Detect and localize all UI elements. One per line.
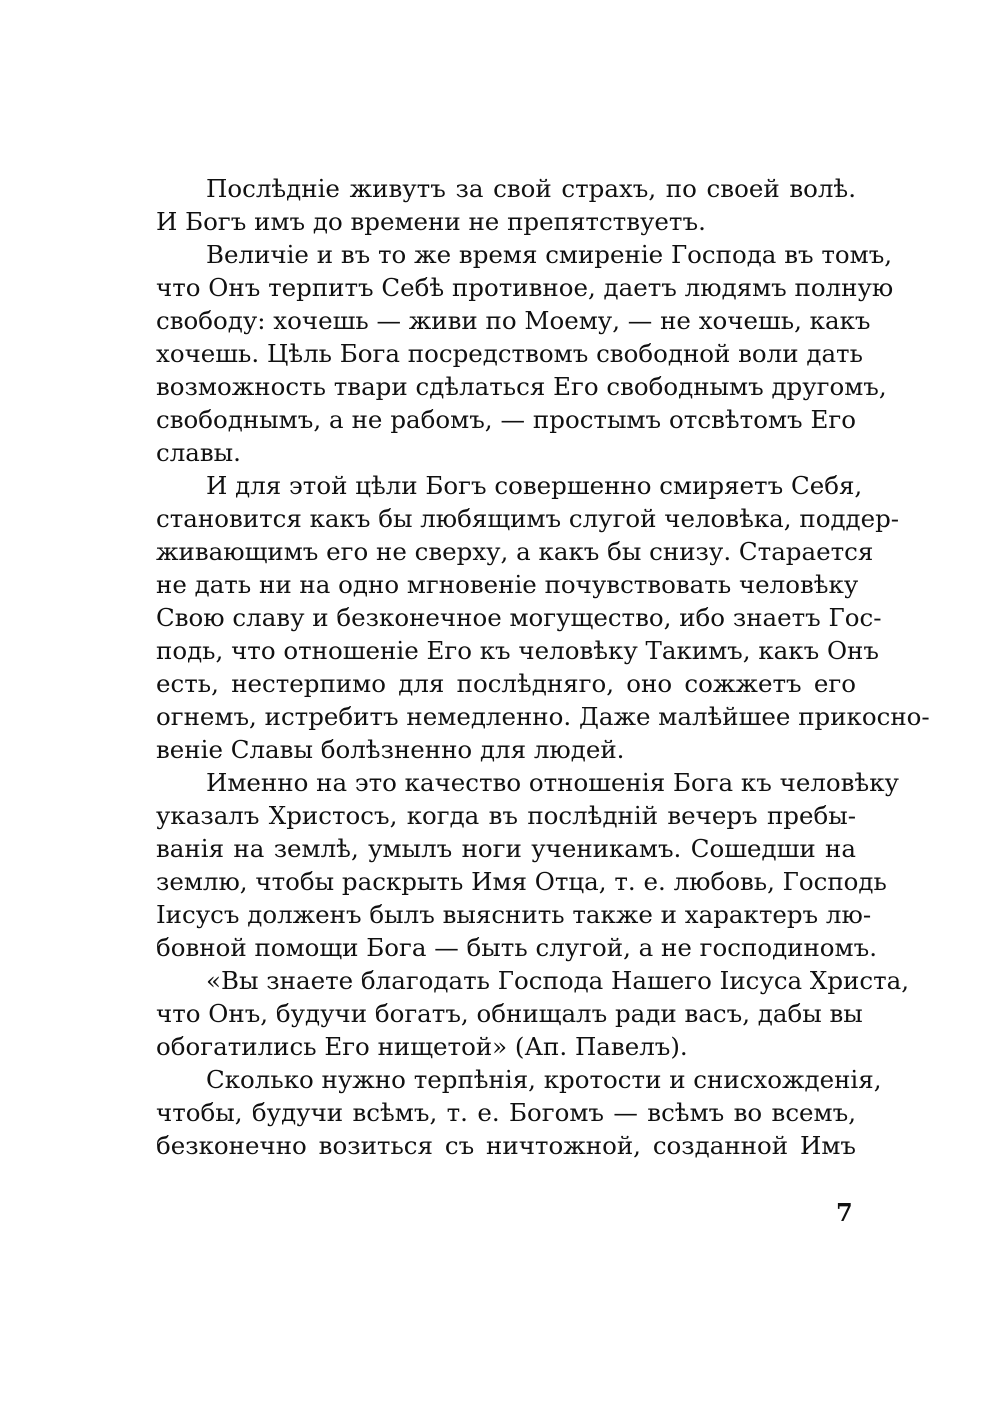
text-line: подь, что отношеніе Его къ человѣку Такимъ, какъ Онъ <box>156 636 879 665</box>
text-line: есть, нестерпимо для послѣдняго, оно сожжетъ его <box>156 669 856 698</box>
text-line: Іисусъ долженъ былъ выяснить также и характеръ лю- <box>156 900 872 929</box>
text-line: славы. <box>156 438 241 467</box>
text-line: Свою славу и безконечное могущество, ибо знаетъ Гос- <box>156 603 882 632</box>
text-line: хочешь. Цѣль Бога посредствомъ свободной воли дать <box>156 339 863 368</box>
text-line: Величіе и въ то же время смиреніе Господа въ томъ, <box>206 240 893 269</box>
text-line: Сколько нужно терпѣнія, кротости и снисхожденія, <box>206 1065 882 1094</box>
text-line: возможность твари сдѣлаться Его свободнымъ другомъ, <box>156 372 887 401</box>
text-line: землю, чтобы раскрыть Имя Отца, т. е. любовь, Господь <box>156 867 887 896</box>
text-line: обогатились Его нищетой» (Ап. Павелъ). <box>156 1032 688 1061</box>
text-line: становится какъ бы любящимъ слугой человѣка, поддер- <box>156 504 900 533</box>
text-line: свободу: хочешь — живи по Моему, — не хочешь, какъ <box>156 306 871 335</box>
text-line: огнемъ, истребитъ немедленно. Даже малѣйшее прикосно- <box>156 702 930 731</box>
text-line: Послѣдніе живутъ за свой страхъ, по своей волѣ. <box>206 174 856 203</box>
text-line: живающимъ его не сверху, а какъ бы снизу. Старается <box>156 537 874 566</box>
text-line: что Онъ терпитъ Себѣ противное, даетъ людямъ полную <box>156 273 894 302</box>
text-line: Именно на это качество отношенія Бога къ человѣку <box>206 768 899 797</box>
text-line: свободнымъ, а не рабомъ, — простымъ отсвѣтомъ Его <box>156 405 856 434</box>
text-line: бовной помощи Бога — быть слугой, а не господиномъ. <box>156 933 877 962</box>
text-line: указалъ Христосъ, когда въ послѣдній вечеръ пребы- <box>156 801 856 830</box>
text-line: И для этой цѣли Богъ совершенно смиряетъ Себя, <box>206 471 863 500</box>
text-line: «Вы знаете благодать Господа Нашего Іисуса Христа, <box>206 966 910 995</box>
text-line: не дать ни на одно мгновеніе почувствовать человѣку <box>156 570 859 599</box>
body-text <box>156 172 930 1162</box>
text-line: безконечно возиться съ ничтожной, созданной Имъ <box>156 1131 856 1160</box>
text-line: И Богъ имъ до времени не препятствуетъ. <box>156 207 706 236</box>
text-line: чтобы, будучи всѣмъ, т. е. Богомъ — всѣмъ во всемъ, <box>156 1098 856 1127</box>
page-number: 7 <box>836 1198 853 1227</box>
text-line: веніе Славы болѣзненно для людей. <box>156 735 625 764</box>
text-line: ванія на землѣ, умылъ ноги ученикамъ. Сошедши на <box>156 834 856 863</box>
text-line: что Онъ, будучи богатъ, обнищалъ ради васъ, дабы вы <box>156 999 863 1028</box>
